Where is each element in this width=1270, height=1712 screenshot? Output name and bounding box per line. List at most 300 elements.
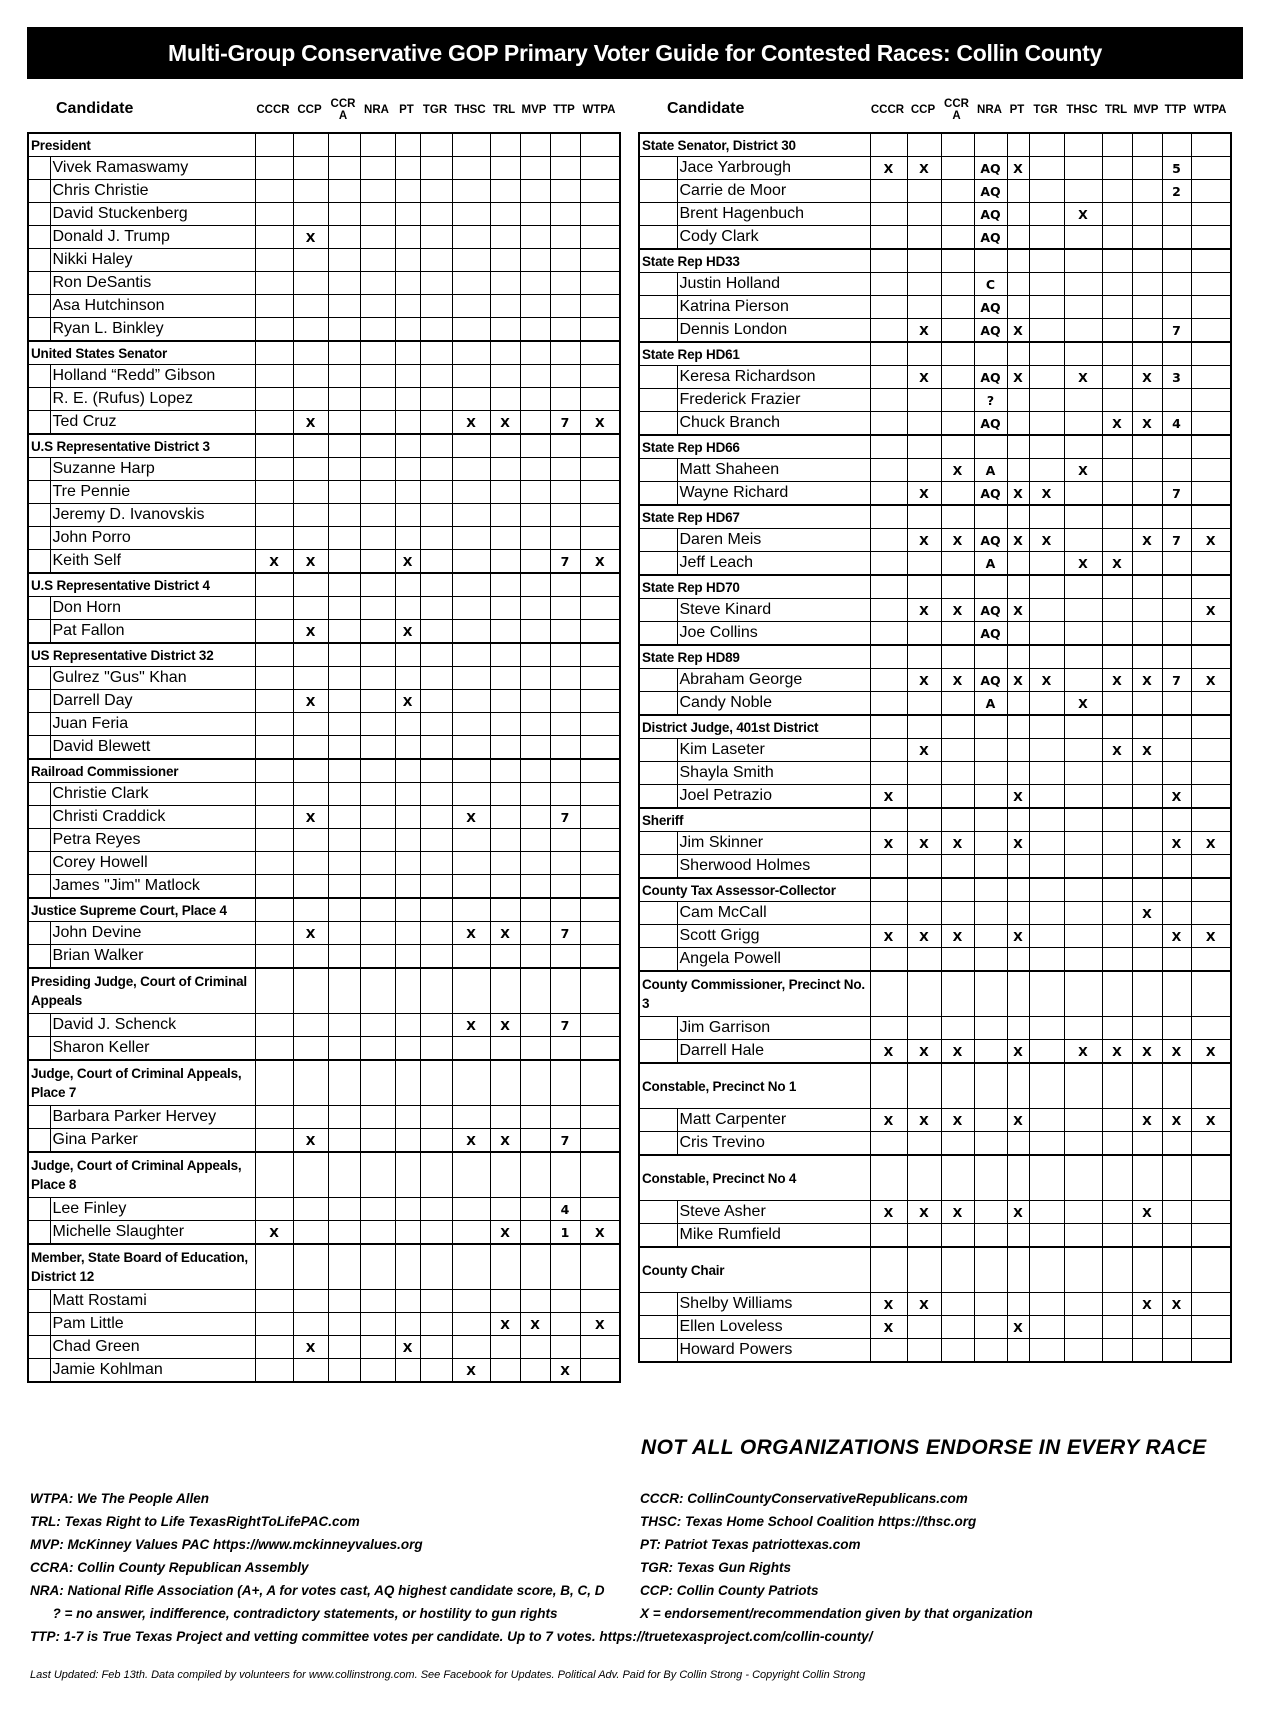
org-header-wtpa: WTPA [582, 104, 616, 116]
endorsement-cell-pt [395, 667, 420, 690]
endorsement-cell-pt: X [1007, 1316, 1029, 1339]
endorsement-cell-wtpa [1191, 552, 1231, 576]
empty-cell [907, 133, 941, 157]
empty-cell [1064, 645, 1102, 669]
endorsement-cell-cccr [255, 295, 293, 318]
empty-cell [1102, 575, 1132, 599]
candidate-row [639, 226, 1231, 250]
endorsement-cell-thsc: X [1064, 366, 1102, 389]
empty-cell [907, 342, 941, 366]
org-header-thsc: THSC [454, 104, 486, 116]
empty-cell [1102, 715, 1132, 739]
endorsement-cell-pt [1007, 1293, 1029, 1316]
endorsement-cell-trl [490, 1106, 520, 1129]
candidate-row [28, 1313, 620, 1336]
endorsement-cell-nra [360, 550, 395, 574]
empty-cell [1191, 342, 1231, 366]
endorsement-cell-tgr [420, 226, 452, 249]
endorsement-cell-tgr [420, 481, 452, 504]
race-header-row [28, 434, 620, 458]
endorsement-cell-pt: X [395, 550, 420, 574]
endorsement-cell-mvp: X [1132, 739, 1162, 762]
endorsement-cell-nra [974, 1040, 1007, 1064]
endorsement-cell-tgr [1029, 1017, 1064, 1040]
endorsement-cell-trl [490, 295, 520, 318]
endorsement-cell-ccp: X [907, 1293, 941, 1316]
right-column-header [638, 88, 1243, 132]
empty-cell [490, 1060, 520, 1106]
indent-cell [28, 829, 50, 852]
endorsement-cell-ccra [941, 855, 974, 879]
endorsement-cell-thsc [452, 1336, 490, 1359]
endorsement-cell-ttp [1162, 1017, 1191, 1040]
candidate-name: Cam McCall [677, 902, 870, 925]
endorsement-cell-ccp: X [293, 690, 328, 713]
empty-cell [520, 573, 550, 597]
endorsement-cell-ccra [941, 1224, 974, 1248]
empty-cell [550, 759, 580, 783]
endorsement-cell-ccra [328, 157, 360, 180]
endorsement-cell-trl: X [1102, 412, 1132, 436]
endorsement-cell-trl [490, 203, 520, 226]
endorsement-cell-ccra [941, 180, 974, 203]
org-header-tgr: TGR [422, 104, 448, 116]
empty-cell [1191, 971, 1231, 1017]
candidate-row [639, 412, 1231, 436]
endorsement-cell-mvp [1132, 319, 1162, 343]
endorsement-cell-wtpa [1191, 1224, 1231, 1248]
legend-line: NRA: National Rifle Association (A+, A for votes cast, AQ highest candidate score, B, C, D [30, 1583, 605, 1598]
endorsement-cell-thsc [452, 365, 490, 388]
endorsement-cell-ttp [1162, 762, 1191, 785]
left-column-header [27, 88, 622, 132]
endorsement-cell-trl [490, 249, 520, 272]
endorsement-cell-mvp [520, 388, 550, 411]
endorsement-cell-tgr [420, 713, 452, 736]
endorsement-cell-cccr [255, 157, 293, 180]
empty-cell [1007, 1155, 1029, 1201]
indent-cell [28, 203, 50, 226]
empty-cell [328, 573, 360, 597]
empty-cell [550, 1060, 580, 1106]
candidate-name: Ellen Loveless [677, 1316, 870, 1339]
org-header-pt: PT [399, 104, 414, 116]
endorsement-cell-ccp [293, 388, 328, 411]
endorsement-cell-thsc [1064, 1316, 1102, 1339]
endorsement-cell-nra [360, 690, 395, 713]
endorsement-cell-nra: AQ [974, 180, 1007, 203]
endorsement-cell-mvp [520, 620, 550, 644]
race-title: Justice Supreme Court, Place 4 [28, 898, 255, 922]
endorsement-cell-ttp [550, 597, 580, 620]
endorsement-cell-ccp [293, 1313, 328, 1336]
empty-cell [1102, 342, 1132, 366]
indent-cell [28, 1129, 50, 1153]
candidate-name: Matt Carpenter [677, 1109, 870, 1132]
indent-cell [639, 1339, 677, 1363]
endorsement-cell-ttp [550, 1290, 580, 1313]
candidate-name: Steve Asher [677, 1201, 870, 1224]
endorsement-cell-tgr [1029, 552, 1064, 576]
endorsement-cell-ccp [907, 1132, 941, 1156]
endorsement-cell-thsc [1064, 925, 1102, 948]
endorsement-cell-trl [1102, 925, 1132, 948]
endorsement-cell-tgr [420, 620, 452, 644]
empty-cell [1191, 878, 1231, 902]
empty-cell [1132, 1155, 1162, 1201]
empty-cell [1029, 575, 1064, 599]
empty-cell [941, 1247, 974, 1293]
endorsement-cell-pt: X [1007, 319, 1029, 343]
endorsement-cell-mvp [1132, 1224, 1162, 1248]
endorsement-cell-pt: X [1007, 157, 1029, 180]
empty-cell [974, 715, 1007, 739]
endorsement-cell-nra: ? [974, 389, 1007, 412]
legend-right [640, 1487, 1033, 1625]
endorsement-cell-ccp [293, 667, 328, 690]
candidate-name: Katrina Pierson [677, 296, 870, 319]
endorsement-cell-pt [395, 481, 420, 504]
candidate-row [28, 875, 620, 899]
org-header-trl: TRL [1104, 104, 1128, 116]
endorsement-cell-pt: X [395, 620, 420, 644]
endorsement-cell-pt [395, 527, 420, 550]
endorsement-cell-thsc [452, 945, 490, 969]
indent-cell [28, 713, 50, 736]
endorsement-cell-trl [1102, 319, 1132, 343]
endorsement-cell-ccp [907, 622, 941, 646]
legend-line: PT: Patriot Texas patriottexas.com [640, 1537, 861, 1552]
endorsement-cell-trl [490, 226, 520, 249]
candidate-row [639, 319, 1231, 343]
endorsement-cell-mvp [520, 875, 550, 899]
empty-cell [328, 1060, 360, 1106]
endorsement-cell-pt: X [395, 690, 420, 713]
endorsement-cell-wtpa [580, 875, 620, 899]
endorsement-cell-trl [1102, 529, 1132, 552]
endorsement-cell-wtpa [1191, 412, 1231, 436]
empty-cell [520, 968, 550, 1014]
endorsement-cell-cccr [255, 945, 293, 969]
endorsement-cell-tgr [420, 295, 452, 318]
endorsement-cell-thsc [452, 527, 490, 550]
candidate-row [28, 1290, 620, 1313]
endorsement-cell-pt [395, 388, 420, 411]
org-header-cccr: CCCR [870, 104, 905, 116]
indent-cell [639, 412, 677, 436]
endorsement-cell-mvp [520, 852, 550, 875]
endorsement-cell-ccra [328, 945, 360, 969]
candidate-row [639, 762, 1231, 785]
candidate-row [28, 295, 620, 318]
indent-cell [639, 180, 677, 203]
candidate-name: Cris Trevino [677, 1132, 870, 1156]
indent-cell [28, 1198, 50, 1221]
endorsement-cell-trl [490, 550, 520, 574]
endorsement-cell-pt: X [1007, 599, 1029, 622]
endorsement-cell-nra [360, 1037, 395, 1061]
candidate-name: Gina Parker [50, 1129, 255, 1153]
empty-cell [452, 1244, 490, 1290]
endorsement-cell-ttp [550, 667, 580, 690]
endorsement-cell-ccra [328, 365, 360, 388]
endorsement-cell-nra [360, 829, 395, 852]
race-header-row [639, 575, 1231, 599]
endorsement-cell-pt [395, 411, 420, 435]
endorsement-cell-nra: AQ [974, 157, 1007, 180]
empty-cell [360, 898, 395, 922]
endorsement-cell-ttp [550, 249, 580, 272]
endorsement-cell-tgr: X [1029, 482, 1064, 506]
empty-cell [907, 808, 941, 832]
endorsement-cell-mvp [520, 295, 550, 318]
endorsement-cell-mvp [1132, 273, 1162, 296]
org-header-ccra: CCR A [330, 98, 356, 122]
endorsement-cell-nra [360, 365, 395, 388]
endorsement-cell-ccra [328, 272, 360, 295]
endorsement-cell-ccra [328, 1359, 360, 1383]
endorsement-cell-cccr [255, 458, 293, 481]
endorsement-cell-ccra [328, 1037, 360, 1061]
endorsement-cell-cccr [255, 1336, 293, 1359]
legend-line: MVP: McKinney Values PAC https://www.mckinneyvalues.org [30, 1537, 423, 1552]
endorsement-cell-ccp [907, 296, 941, 319]
endorsement-cell-mvp [1132, 832, 1162, 855]
candidate-name: Ryan L. Binkley [50, 318, 255, 342]
endorsement-cell-thsc [452, 1106, 490, 1129]
endorsement-cell-ccp: X [907, 599, 941, 622]
endorsement-cell-pt [395, 295, 420, 318]
endorsement-cell-mvp [520, 226, 550, 249]
endorsement-cell-trl [490, 875, 520, 899]
endorsement-cell-nra: A [974, 459, 1007, 482]
empty-cell [550, 898, 580, 922]
candidate-row [639, 1109, 1231, 1132]
empty-cell [580, 1060, 620, 1106]
empty-cell [490, 643, 520, 667]
empty-cell [395, 759, 420, 783]
endorsement-cell-tgr [420, 1313, 452, 1336]
endorsement-cell-ttp: X [1162, 1109, 1191, 1132]
endorsement-cell-ccra [328, 550, 360, 574]
endorsement-cell-cccr [870, 1224, 907, 1248]
candidate-row [639, 1201, 1231, 1224]
endorsement-cell-thsc [1064, 482, 1102, 506]
indent-cell [639, 902, 677, 925]
endorsement-cell-ttp: 5 [1162, 157, 1191, 180]
endorsement-cell-trl [1102, 180, 1132, 203]
endorsement-cell-ttp [550, 318, 580, 342]
endorsement-cell-ccp [907, 1017, 941, 1040]
endorsement-cell-wtpa: X [580, 550, 620, 574]
endorsement-cell-ttp [1162, 389, 1191, 412]
candidate-name: Matt Shaheen [677, 459, 870, 482]
endorsement-cell-ccra [328, 713, 360, 736]
endorsement-cell-nra: C [974, 273, 1007, 296]
indent-cell [639, 622, 677, 646]
endorsement-cell-trl [1102, 459, 1132, 482]
endorsement-cell-pt [395, 597, 420, 620]
empty-cell [941, 435, 974, 459]
candidate-row [639, 1339, 1231, 1363]
empty-cell [420, 968, 452, 1014]
endorsement-cell-ttp [550, 180, 580, 203]
endorsement-cell-wtpa [580, 1106, 620, 1129]
endorsement-cell-wtpa [1191, 482, 1231, 506]
empty-cell [360, 341, 395, 365]
endorsement-cell-nra: AQ [974, 203, 1007, 226]
endorsement-cell-pt [395, 180, 420, 203]
empty-cell [1007, 575, 1029, 599]
empty-cell [328, 1152, 360, 1198]
empty-cell [293, 759, 328, 783]
empty-cell [520, 759, 550, 783]
endorsement-cell-thsc: X [1064, 459, 1102, 482]
org-header-ttp: TTP [1164, 104, 1187, 116]
empty-cell [1064, 808, 1102, 832]
empty-cell [255, 759, 293, 783]
endorsement-cell-wtpa [1191, 273, 1231, 296]
endorsement-cell-ccra [328, 203, 360, 226]
endorsement-cell-ccp [907, 1224, 941, 1248]
empty-cell [907, 878, 941, 902]
indent-cell [28, 157, 50, 180]
legend-line: THSC: Texas Home School Coalition https://thsc.org [640, 1514, 977, 1529]
endorsement-cell-mvp: X [1132, 1040, 1162, 1064]
indent-cell [28, 272, 50, 295]
endorsement-cell-wtpa: X [1191, 529, 1231, 552]
endorsement-cell-nra [974, 785, 1007, 809]
endorsement-cell-pt [395, 875, 420, 899]
org-header-mvp: MVP [1133, 104, 1159, 116]
endorsement-cell-ccp [293, 203, 328, 226]
endorsement-cell-ccp: X [293, 1129, 328, 1153]
endorsement-cell-tgr [1029, 599, 1064, 622]
endorsement-cell-ttp [1162, 296, 1191, 319]
endorsement-cell-ttp [550, 388, 580, 411]
endorsement-cell-wtpa [580, 783, 620, 806]
endorsement-cell-mvp [520, 527, 550, 550]
endorsement-cell-ttp: 1 [550, 1221, 580, 1245]
endorsement-cell-wtpa [580, 690, 620, 713]
endorsement-cell-nra [360, 1313, 395, 1336]
endorsement-cell-nra [360, 1290, 395, 1313]
empty-cell [520, 643, 550, 667]
endorsement-cell-trl [490, 458, 520, 481]
endorsement-cell-ccp [907, 273, 941, 296]
endorsement-cell-pt [1007, 1339, 1029, 1363]
legend-line: CCP: Collin County Patriots [640, 1583, 819, 1598]
endorsement-cell-ccp: X [907, 529, 941, 552]
endorsement-cell-ccp [293, 875, 328, 899]
endorsement-cell-cccr [255, 852, 293, 875]
endorsement-cell-trl [490, 1336, 520, 1359]
endorsement-cell-thsc [452, 318, 490, 342]
indent-cell [639, 203, 677, 226]
endorsement-cell-nra [974, 925, 1007, 948]
empty-cell [1191, 645, 1231, 669]
endorsement-cell-trl: X [1102, 1040, 1132, 1064]
endorsement-cell-tgr [1029, 948, 1064, 972]
indent-cell [639, 482, 677, 506]
race-header-row [639, 133, 1231, 157]
empty-cell [520, 1244, 550, 1290]
endorsement-cell-cccr [255, 875, 293, 899]
endorsement-cell-nra: AQ [974, 622, 1007, 646]
candidate-row [28, 713, 620, 736]
endorsement-cell-ccra [328, 295, 360, 318]
indent-cell [28, 180, 50, 203]
endorsement-cell-cccr [870, 669, 907, 692]
indent-cell [639, 692, 677, 716]
endorsement-cell-nra [974, 1316, 1007, 1339]
endorsement-cell-cccr [870, 412, 907, 436]
indent-cell [639, 855, 677, 879]
candidate-name: Frederick Frazier [677, 389, 870, 412]
endorsement-cell-cccr [870, 1017, 907, 1040]
empty-cell [1132, 878, 1162, 902]
endorsement-cell-trl [490, 945, 520, 969]
endorsement-cell-mvp [1132, 1017, 1162, 1040]
endorsement-cell-tgr [420, 736, 452, 760]
endorsement-cell-wtpa [580, 365, 620, 388]
endorsement-cell-mvp [520, 157, 550, 180]
empty-cell [1191, 715, 1231, 739]
endorsement-cell-mvp [1132, 482, 1162, 506]
indent-cell [639, 552, 677, 576]
endorsement-cell-pt [1007, 692, 1029, 716]
candidate-name: Shelby Williams [677, 1293, 870, 1316]
endorsement-cell-pt [1007, 762, 1029, 785]
endorsement-cell-mvp [1132, 948, 1162, 972]
endorsement-cell-wtpa [580, 388, 620, 411]
endorsement-cell-ccra [941, 366, 974, 389]
indent-cell [639, 832, 677, 855]
empty-cell [870, 715, 907, 739]
endorsement-cell-nra [360, 272, 395, 295]
endorsement-cell-thsc [452, 852, 490, 875]
candidate-row [639, 692, 1231, 716]
endorsement-cell-cccr [870, 366, 907, 389]
endorsement-cell-wtpa [1191, 226, 1231, 250]
race-title: County Commissioner, Precinct No. 3 [639, 971, 870, 1017]
endorsement-cell-cccr [255, 1290, 293, 1313]
race-header-row [639, 249, 1231, 273]
endorsement-cell-ttp: 3 [1162, 366, 1191, 389]
endorsement-cell-ccra [328, 504, 360, 527]
endorsement-cell-thsc [452, 550, 490, 574]
endorsement-cell-ccra [941, 785, 974, 809]
candidate-name: David Blewett [50, 736, 255, 760]
indent-cell [28, 318, 50, 342]
endorsement-cell-nra: A [974, 552, 1007, 576]
indent-cell [28, 852, 50, 875]
candidate-name: Barbara Parker Hervey [50, 1106, 255, 1129]
endorsement-cell-trl [490, 157, 520, 180]
endorsement-cell-ccp [293, 1037, 328, 1061]
candidate-name: Jamie Kohlman [50, 1359, 255, 1383]
endorsement-cell-mvp [520, 1014, 550, 1037]
endorsement-cell-nra [360, 1198, 395, 1221]
empty-cell [580, 1244, 620, 1290]
empty-cell [1132, 435, 1162, 459]
empty-cell [1191, 1063, 1231, 1109]
endorsement-cell-ttp [550, 620, 580, 644]
empty-cell [520, 341, 550, 365]
endorsement-cell-tgr [1029, 739, 1064, 762]
endorsement-cell-ccra: X [941, 1109, 974, 1132]
endorsement-cell-cccr [870, 1132, 907, 1156]
